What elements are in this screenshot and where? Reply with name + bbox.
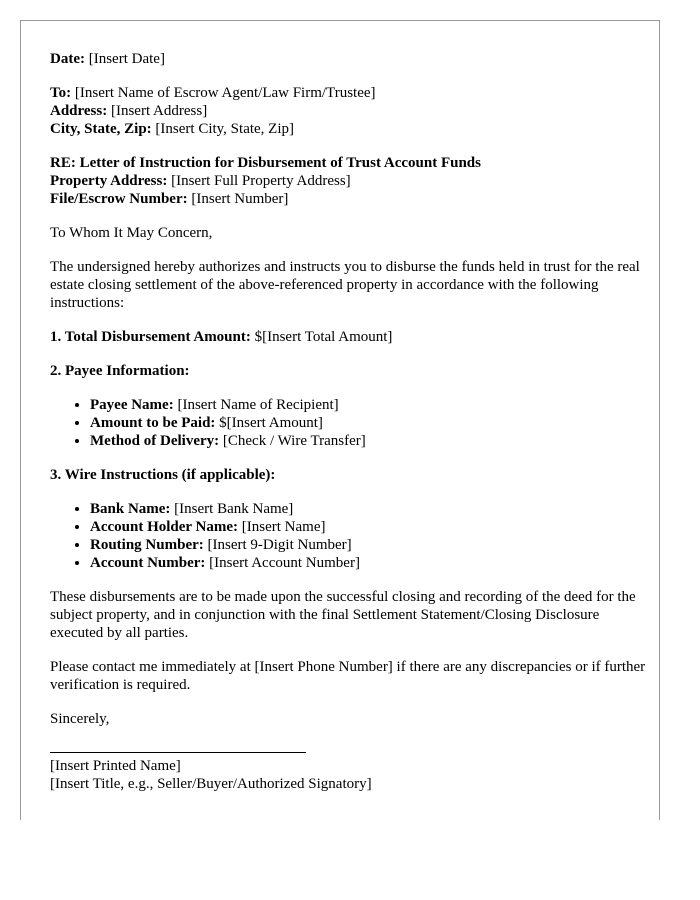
payee-list <box>50 396 650 450</box>
file-number-value: [Insert Number] <box>191 191 289 207</box>
letter-content <box>50 50 650 793</box>
address-value: [Insert Address] <box>110 103 208 119</box>
routing-number-label: Routing Number: <box>90 537 204 553</box>
account-number-value: [Insert Account Number] <box>209 555 360 571</box>
payee-name-label: Payee Name: <box>90 397 174 413</box>
address-label: Address: <box>50 103 108 119</box>
list-item <box>90 414 650 432</box>
recipient-block <box>50 84 650 138</box>
list-item <box>90 396 650 414</box>
property-address-value: [Insert Full Property Address] <box>171 173 351 189</box>
list-item <box>90 518 650 536</box>
account-holder-label: Account Holder Name: <box>90 519 239 535</box>
to-line <box>50 84 650 102</box>
list-item <box>90 432 650 450</box>
list-item <box>90 500 650 518</box>
city-state-zip-label: City, State, Zip: <box>50 121 152 137</box>
method-of-delivery-value: [Check / Wire Transfer] <box>222 433 366 449</box>
date-value: [Insert Date] <box>88 51 165 67</box>
subject-block <box>50 154 650 208</box>
bank-name-label: Bank Name: <box>90 501 171 517</box>
date-line <box>50 50 650 68</box>
signature-block <box>50 752 650 793</box>
payee-heading-text: 2. Payee Information: <box>50 363 190 379</box>
list-item <box>90 554 650 572</box>
wire-list <box>50 500 650 572</box>
closing: Sincerely, <box>50 711 110 727</box>
total-amount-line <box>50 328 650 346</box>
re-line: RE: Letter of Instruction for Disbursement of Trust Account Funds <box>50 155 481 171</box>
list-item <box>90 536 650 554</box>
address-line <box>50 102 650 120</box>
bank-name-value: [Insert Bank Name] <box>174 501 294 517</box>
property-address-label: Property Address: <box>50 173 168 189</box>
payee-heading <box>50 362 650 380</box>
account-holder-value: [Insert Name] <box>241 519 326 535</box>
wire-heading <box>50 466 650 484</box>
to-label: To: <box>50 85 72 101</box>
letter-page <box>20 20 660 820</box>
city-state-zip-value: [Insert City, State, Zip] <box>155 121 295 137</box>
payee-name-value: [Insert Name of Recipient] <box>177 397 339 413</box>
file-number-line <box>50 190 650 208</box>
property-address-line <box>50 172 650 190</box>
conditions-paragraph: These disbursements are to be made upon the successful closing and recording of the deed for the subject property, and in conjunction with the final Settlement Statement/Closing Disclosure executed by all parties. <box>50 589 636 641</box>
account-number-label: Account Number: <box>90 555 206 571</box>
amount-to-be-paid-value: $[Insert Amount] <box>219 415 323 431</box>
printed-name: [Insert Printed Name] <box>50 758 181 774</box>
amount-to-be-paid-label: Amount to be Paid: <box>90 415 216 431</box>
to-value: [Insert Name of Escrow Agent/Law Firm/Trustee] <box>74 85 376 101</box>
signature-line <box>50 752 306 753</box>
intro-paragraph: The undersigned hereby authorizes and instructs you to disburse the funds held in trust for the real estate closing settlement of the above-referenced property in accordance with the following instructions: <box>50 259 640 311</box>
total-amount-value: $[Insert Total Amount] <box>254 329 393 345</box>
file-number-label: File/Escrow Number: <box>50 191 188 207</box>
total-amount-label: 1. Total Disbursement Amount: <box>50 329 251 345</box>
wire-heading-text: 3. Wire Instructions (if applicable): <box>50 467 276 483</box>
city-state-zip-line <box>50 120 650 138</box>
date-label: Date: <box>50 51 85 67</box>
signer-title: [Insert Title, e.g., Seller/Buyer/Authorized Signatory] <box>50 776 372 792</box>
salutation: To Whom It May Concern, <box>50 225 213 241</box>
contact-paragraph: Please contact me immediately at [Insert Phone Number] if there are any discrepancies or if further verification is required. <box>50 659 646 693</box>
method-of-delivery-label: Method of Delivery: <box>90 433 220 449</box>
routing-number-value: [Insert 9-Digit Number] <box>207 537 352 553</box>
